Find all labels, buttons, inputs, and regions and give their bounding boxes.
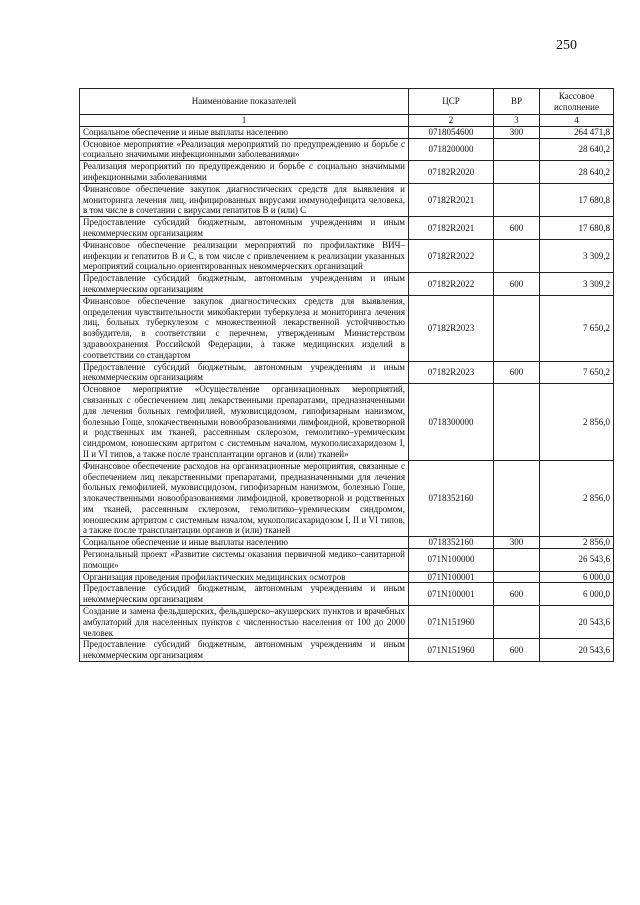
table-row [80, 460, 614, 537]
table-row [80, 138, 614, 161]
table-row [80, 183, 614, 216]
column-number: 3 [494, 115, 540, 127]
header-amount: Кассовое исполнение [540, 89, 614, 115]
row-csr: 0718352160 [409, 537, 494, 549]
column-number: 1 [80, 115, 409, 127]
row-csr: 0718352160 [409, 460, 494, 537]
row-amount: 26 543,6 [540, 549, 614, 572]
header-vr: ВР [494, 89, 540, 115]
table-row [80, 571, 614, 583]
row-amount: 3 309,2 [540, 273, 614, 296]
table-row [80, 549, 614, 572]
row-vr [494, 295, 540, 361]
table-row [80, 583, 614, 606]
table-header-row [80, 89, 614, 115]
row-name: Реализация мероприятий по предупреждению и борьбе с социально значимыми инфекционными заболеваниями [80, 161, 409, 184]
row-csr: 071N100001 [409, 571, 494, 583]
row-vr [494, 138, 540, 161]
row-csr: 07182R2022 [409, 273, 494, 296]
row-vr [494, 384, 540, 461]
row-name: Финансовое обеспечение закупок диагностических средств для выявления и мониторинга лечения лиц, инфицированных вирусами иммунодефицита человека, в том числе в сочетании с вирусами гепатитов В и (или) С [80, 183, 409, 216]
header-name: Наименование показателей [80, 89, 409, 115]
row-amount: 20 543,6 [540, 639, 614, 662]
row-vr [494, 549, 540, 572]
table-row [80, 606, 614, 639]
row-amount: 17 680,8 [540, 183, 614, 216]
row-amount: 2 856,0 [540, 537, 614, 549]
column-number: 4 [540, 115, 614, 127]
row-csr: 07182R2023 [409, 361, 494, 384]
column-number-row [80, 115, 614, 127]
row-amount: 17 680,8 [540, 217, 614, 240]
row-name: Социальное обеспечение и иные выплаты населению [80, 126, 409, 138]
row-name: Предоставление субсидий бюджетным, автономным учреждениям и иным некоммерческим организациям [80, 361, 409, 384]
table-row [80, 126, 614, 138]
column-number: 2 [409, 115, 494, 127]
row-vr: 600 [494, 639, 540, 662]
row-vr [494, 460, 540, 537]
row-name: Финансовое обеспечение реализации мероприятий по профилактике ВИЧ–инфекции и гепатитов В и С, в том числе с привлечением к реализации указанных мероприятий социально ориентированных некоммерческих организаций [80, 239, 409, 272]
table-row [80, 295, 614, 361]
row-csr: 071N100000 [409, 549, 494, 572]
row-csr: 07182R2020 [409, 161, 494, 184]
row-amount: 2 856,0 [540, 460, 614, 537]
row-name: Предоставление субсидий бюджетным, автономным учреждениям и иным некоммерческим организациям [80, 583, 409, 606]
row-csr: 07182R2021 [409, 217, 494, 240]
row-amount: 28 640,2 [540, 138, 614, 161]
row-amount: 264 471,8 [540, 126, 614, 138]
row-amount: 20 543,6 [540, 606, 614, 639]
row-amount: 2 856,0 [540, 384, 614, 461]
row-csr: 0718054600 [409, 126, 494, 138]
row-vr: 600 [494, 583, 540, 606]
table-row [80, 361, 614, 384]
row-vr [494, 183, 540, 216]
row-name: Региональный проект «Развитие системы оказания первичной медико–санитарной помощи» [80, 549, 409, 572]
row-name: Финансовое обеспечение расходов на организационные мероприятия, связанные с обеспечением лиц лекарственными препаратами, предназначенными для лечения больных гемофилией, муковисцидозом, гипофизарным нанизмом, болезнью Гоше, злокачественными новообразованиями лимфоидной, кроветворной и родственных им тканей, рассеянным склерозом, гемолитико–уремическим синдромом, юношеским артритом с системным началом, мукополисахаридозом I, II и VI типов, а также после трансплантации органов и (или) тканей [80, 460, 409, 537]
row-csr: 071N151960 [409, 639, 494, 662]
row-name: Основное мероприятие «Реализация мероприятий по предупреждению и борьбе с социально значимыми инфекционными заболеваниями» [80, 138, 409, 161]
row-amount: 7 650,2 [540, 361, 614, 384]
row-csr: 071N151960 [409, 606, 494, 639]
row-name: Основное мероприятие «Осуществление организационных мероприятий, связанных с обеспечением лиц лекарственными препаратами, предназначенными для лечения больных гемофилией, муковисцидозом, гипофизарным нанизмом, болезнью Гоше, злокачественными новообразованиями лимфоидной, кроветворной и родственных им тканей, рассеянным склерозом, гемолитико–уремическим синдромом, юношеским артритом с системным началом, мукополисахаридозом I, II и VI типов, а также после трансплантации органов и (или) тканей» [80, 384, 409, 461]
row-name: Предоставление субсидий бюджетным, автономным учреждениям и иным некоммерческим организациям [80, 217, 409, 240]
row-csr: 07182R2022 [409, 239, 494, 272]
row-vr [494, 161, 540, 184]
table-row [80, 217, 614, 240]
row-csr: 07182R2023 [409, 295, 494, 361]
table-row [80, 273, 614, 296]
row-vr: 300 [494, 537, 540, 549]
row-vr: 300 [494, 126, 540, 138]
row-amount: 28 640,2 [540, 161, 614, 184]
header-csr: ЦСР [409, 89, 494, 115]
row-amount: 6 000,0 [540, 571, 614, 583]
row-amount: 3 309,2 [540, 239, 614, 272]
row-vr: 600 [494, 217, 540, 240]
row-csr: 0718300000 [409, 384, 494, 461]
row-name: Финансовое обеспечение закупок диагностических средств для выявления, определения чувствительности микобактерии туберкулеза и мониторинга лечения лиц, больных туберкулезом с множественной лекарственной устойчивостью возбудителя, в соответствии с перечнем, утвержденным Министерством здравоохранения Российской Федерации, а также медицинских изделий в соответствии со стандартом [80, 295, 409, 361]
row-name: Предоставление субсидий бюджетным, автономным учреждениям и иным некоммерческим организациям [80, 273, 409, 296]
row-name: Создание и замена фельдшерских, фельдшерско–акушерских пунктов и врачебных амбулаторий для населенных пунктов с численностью населения от 100 до 2000 человек [80, 606, 409, 639]
row-vr [494, 606, 540, 639]
row-name: Социальное обеспечение и иные выплаты населению [80, 537, 409, 549]
table-row [80, 239, 614, 272]
table-row [80, 639, 614, 662]
row-vr [494, 239, 540, 272]
row-name: Организация проведения профилактических медицинских осмотров [80, 571, 409, 583]
row-amount: 7 650,2 [540, 295, 614, 361]
table-row [80, 384, 614, 461]
row-vr: 600 [494, 361, 540, 384]
row-csr: 071N100001 [409, 583, 494, 606]
row-name: Предоставление субсидий бюджетным, автономным учреждениям и иным некоммерческим организациям [80, 639, 409, 662]
row-amount: 6 000,0 [540, 583, 614, 606]
row-csr: 07182R2021 [409, 183, 494, 216]
row-vr [494, 571, 540, 583]
row-csr: 0718200000 [409, 138, 494, 161]
table-row [80, 161, 614, 184]
budget-execution-table [79, 88, 614, 662]
row-vr: 600 [494, 273, 540, 296]
table-row [80, 537, 614, 549]
page-number: 250 [556, 38, 577, 53]
